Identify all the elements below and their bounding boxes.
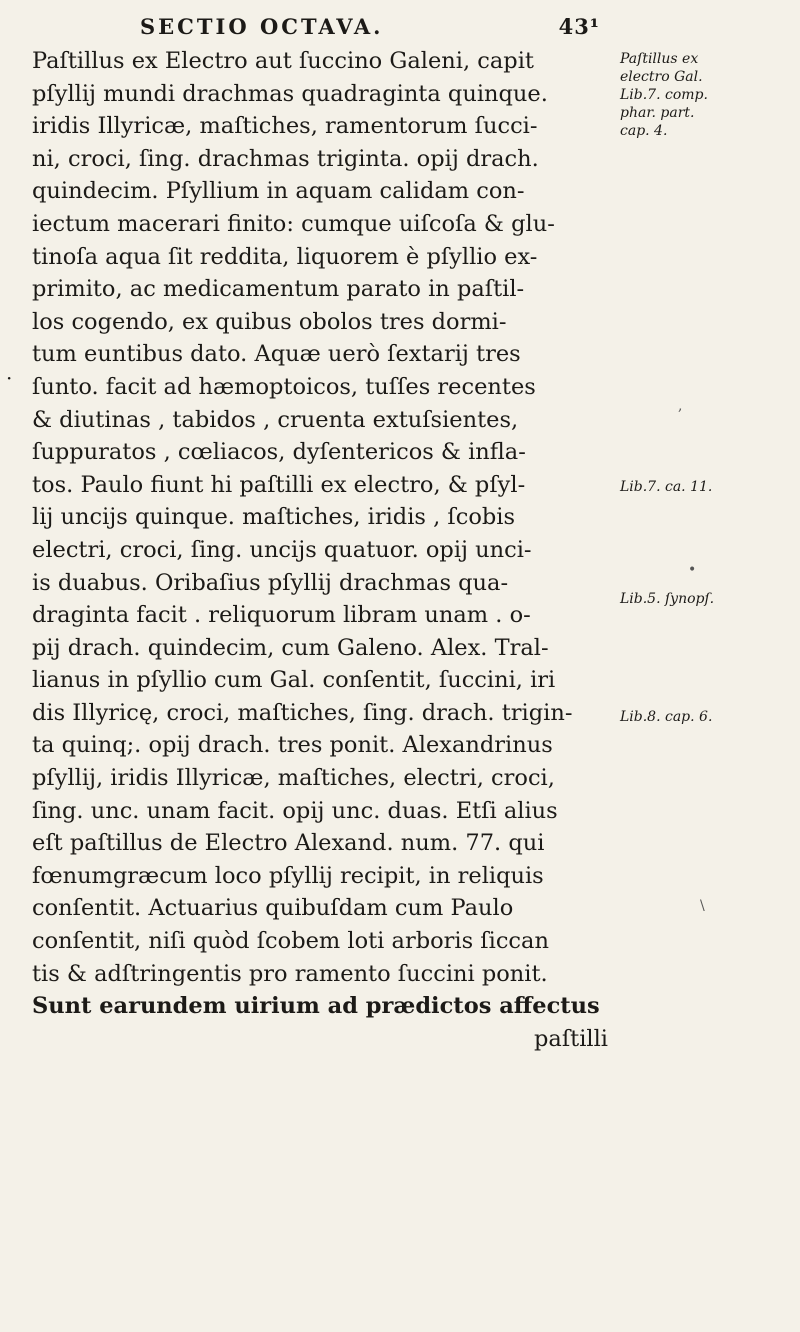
text-line: quindecim. Pſyllium in aquam calidam con- [32,178,525,205]
page-number: 43¹ [558,14,600,39]
margin-note-line: Lib.7. ca. 11. [620,479,713,495]
text-line: eſt paſtillus de Electro Alexand. num. 77. qui [32,830,545,857]
margin-note-line: Lib.8. cap. 6. [620,709,713,725]
text-line: ni, croci, ſing. drachmas triginta. opij drach. [32,145,539,172]
text-line: ſing. unc. unam facit. opij unc. duas. Etſi alius [32,797,558,824]
text-line: Sunt earundem uirium ad prædictos affectus [32,993,600,1020]
margin-note-line: phar. part. [620,105,695,121]
text-line: tinoſa aqua ſit reddita, liquorem è pſyllio ex- [32,243,538,270]
text-line: lij uncijs quinque. maſtiches, iridis , ſcobis [32,504,516,531]
text-line: pſyllij, iridis Illyricæ, maſtiches, electri, croci, [32,765,555,792]
text-line: conſentit, niſi quòd ſcobem loti arboris ſiccan [32,928,549,955]
text-line: iridis Illyricæ, maſtiches, ramentorum ſucci- [32,113,538,140]
text-line: fœnumgræcum loco pſyllij recipit, in reliquis [32,862,544,889]
text-line: primito, ac medicamentum parato in paſtil- [32,276,525,303]
text-line: pſyllij mundi drachmas quadraginta quinque. [32,80,548,107]
text-line: is duabus. Oribaſius pſyllij drachmas qua- [32,569,509,596]
margin-note [620,478,712,496]
text-line: ſuppuratos , cœliacos, dyſentericos & infla- [32,439,526,466]
text-line: electri, croci, ſing. uncijs quatuor. opij unci- [32,536,532,563]
paper-speck: \ [700,898,705,914]
margin-note-line: Paſtillus ex [620,51,699,67]
section-title: SECTIO OCTAVA. [140,14,384,39]
margin-note-line: electro Gal. [620,69,703,85]
paper-speck: , [678,398,683,414]
text-line: lianus in pſyllio cum Gal. conſentit, ſuccini, iri [32,667,556,694]
text-line: pij drach. quindecim, cum Galeno. Alex. Tral- [32,634,549,661]
text-line: iectum macerari finito: cumque uiſcoſa & glu- [32,210,555,237]
main-text-block [32,45,612,1055]
text-line: tum euntibus dato. Aquæ uerò ſextarij tres [32,341,521,368]
margin-dot-mark: · [6,366,13,390]
margin-note [620,590,714,608]
text-line: draginta facit . reliquorum libram unam . o- [32,602,531,629]
margin-note-line: Lib.5. ſynopſ. [620,591,715,607]
margin-note [620,50,708,140]
text-line: los cogendo, ex quibus obolos tres dormi- [32,308,507,335]
text-line: Paſtillus ex Electro aut ſuccino Galeni, capit [32,48,534,74]
margin-note-line: cap. 4. [620,123,668,139]
paper-speck: • [688,562,697,578]
text-line: tis & adſtringentis pro ramento ſuccini ponit. [32,960,548,987]
margin-note [620,708,712,726]
text-line: conſentit. Actuarius quibuſdam cum Paulo [32,895,514,922]
text-line: dis Illyricę, croci, maſtiches, ſing. drach. trigin- [32,699,573,726]
margin-note-line: Lib.7. comp. [620,87,708,103]
text-line: ſunto. facit ad hæmoptoicos, tuſſes recentes [32,373,536,400]
text-line: ta quinq;. opij drach. tres ponit. Alexandrinus [32,732,553,759]
catchword: paſtilli [534,1025,608,1052]
text-line: tos. Paulo fiunt hi paſtilli ex electro, & pſyl- [32,471,526,498]
text-line: & diutinas , tabidos , cruenta extuſsientes, [32,406,519,433]
